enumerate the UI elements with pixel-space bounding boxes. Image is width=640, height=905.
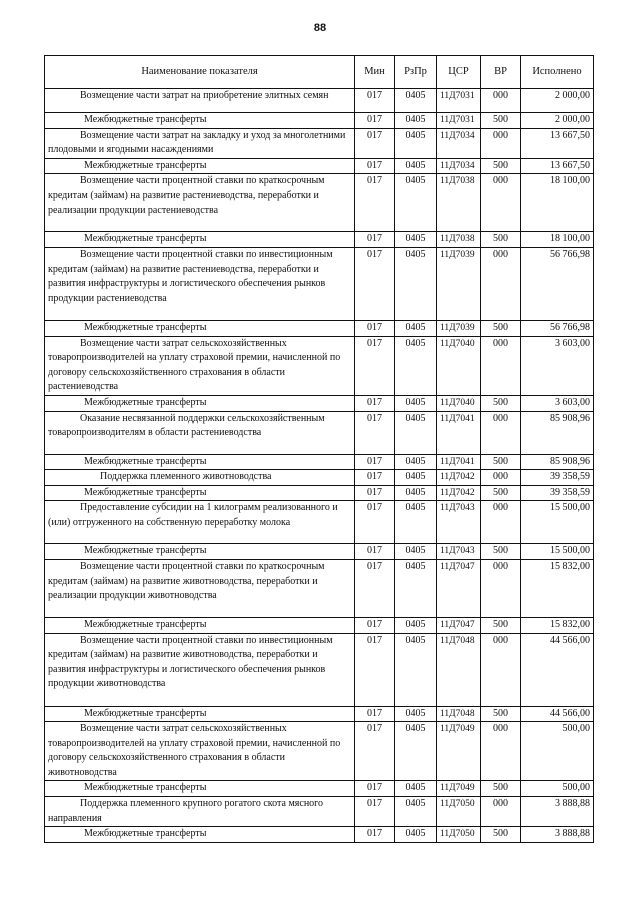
- row-vr: 500: [481, 781, 521, 797]
- row-rzpr: 0405: [395, 158, 437, 174]
- row-vr: 500: [481, 544, 521, 560]
- row-name-text: Возмещение части процентной ставки по краткосрочным кредитам (займам) на развитие животноводства, переработки и реализации продукции животноводства: [48, 560, 325, 602]
- header-name: Наименование показателя: [45, 56, 355, 89]
- row-rzpr: 0405: [395, 544, 437, 560]
- row-name-text: Межбюджетные трансферты: [84, 486, 207, 498]
- row-name: [45, 706, 355, 722]
- row-rzpr: 0405: [395, 633, 437, 706]
- row-rzpr: 0405: [395, 336, 437, 395]
- row-name-text: Межбюджетные трансферты: [84, 396, 207, 408]
- row-name: [45, 158, 355, 174]
- row-rzpr: 0405: [395, 89, 437, 113]
- row-name-text: Предоставление субсидии на 1 килограмм реализованного и (или) отгруженного на собственную переработку молока: [48, 502, 338, 528]
- row-name: [45, 247, 355, 320]
- row-vr: 500: [481, 706, 521, 722]
- row-name-text: Межбюджетные трансферты: [84, 233, 207, 245]
- row-name: [45, 395, 355, 411]
- row-rzpr: 0405: [395, 470, 437, 486]
- row-csr: 11Д7039: [437, 320, 481, 336]
- row-name: [45, 174, 355, 232]
- row-name: [45, 559, 355, 617]
- row-name-text: Возмещение части затрат сельскохозяйственных товаропроизводителей на уплату страховой премии, начисленной по договору сельскохозяйственного страхования в области животноводства: [48, 723, 341, 778]
- row-name-text: Возмещение части затрат сельскохозяйственных товаропроизводителей на уплату страховой премии, начисленной по договору сельскохозяйственного страхования в области растениеводства: [48, 337, 341, 393]
- row-min: 017: [355, 797, 395, 827]
- table-row: [45, 559, 594, 617]
- row-vr: 000: [481, 247, 521, 320]
- table-row: [45, 411, 594, 454]
- row-rzpr: 0405: [395, 320, 437, 336]
- table-row: [45, 454, 594, 470]
- row-min: 017: [355, 706, 395, 722]
- row-rzpr: 0405: [395, 232, 437, 248]
- row-name: [45, 827, 355, 843]
- row-name: [45, 722, 355, 781]
- row-sum: 44 566,00: [521, 706, 594, 722]
- table-row: [45, 128, 594, 158]
- row-sum: 15 500,00: [521, 501, 594, 544]
- row-name-text: Межбюджетные трансферты: [84, 114, 207, 125]
- row-csr: 11Д7048: [437, 706, 481, 722]
- row-csr: 11Д7031: [437, 113, 481, 129]
- row-name: [45, 797, 355, 827]
- row-sum: 85 908,96: [521, 411, 594, 454]
- row-rzpr: 0405: [395, 617, 437, 633]
- row-csr: 11Д7040: [437, 395, 481, 411]
- table-row: [45, 781, 594, 797]
- row-sum: 18 100,00: [521, 174, 594, 232]
- row-sum: 15 832,00: [521, 617, 594, 633]
- row-name: [45, 544, 355, 560]
- row-csr: 11Д7040: [437, 336, 481, 395]
- table-row: [45, 706, 594, 722]
- row-name: [45, 633, 355, 706]
- row-name: [45, 336, 355, 395]
- row-rzpr: 0405: [395, 113, 437, 129]
- row-name-text: Межбюджетные трансферты: [84, 707, 207, 719]
- row-min: 017: [355, 827, 395, 843]
- row-min: 017: [355, 470, 395, 486]
- row-vr: 500: [481, 113, 521, 129]
- row-min: 017: [355, 633, 395, 706]
- table-row: [45, 827, 594, 843]
- row-name-text: Поддержка племенного животноводства: [100, 471, 272, 483]
- table-row: [45, 470, 594, 486]
- row-name-text: Межбюджетные трансферты: [84, 321, 207, 333]
- row-min: 017: [355, 544, 395, 560]
- row-rzpr: 0405: [395, 247, 437, 320]
- row-min: 017: [355, 158, 395, 174]
- row-csr: 11Д7041: [437, 454, 481, 470]
- row-rzpr: 0405: [395, 827, 437, 843]
- table-row: [45, 617, 594, 633]
- row-min: 017: [355, 395, 395, 411]
- row-name: [45, 470, 355, 486]
- row-min: 017: [355, 113, 395, 129]
- row-sum: 2 000,00: [521, 89, 594, 113]
- header-min: Мин: [355, 56, 395, 89]
- budget-table: [44, 55, 594, 843]
- table-row: [45, 395, 594, 411]
- row-name: [45, 617, 355, 633]
- row-csr: 11Д7050: [437, 797, 481, 827]
- row-name-text: Возмещение части затрат на приобретение элитных семян: [80, 90, 329, 101]
- row-sum: 13 667,50: [521, 128, 594, 158]
- row-sum: 44 566,00: [521, 633, 594, 706]
- row-csr: 11Д7043: [437, 501, 481, 544]
- row-sum: 3 888,88: [521, 827, 594, 843]
- row-vr: 000: [481, 722, 521, 781]
- row-sum: 85 908,96: [521, 454, 594, 470]
- row-min: 017: [355, 336, 395, 395]
- row-sum: 15 500,00: [521, 544, 594, 560]
- row-rzpr: 0405: [395, 501, 437, 544]
- table-row: [45, 247, 594, 320]
- table-row: [45, 89, 594, 113]
- row-name-text: Межбюджетные трансферты: [84, 545, 207, 557]
- row-csr: 11Д7047: [437, 559, 481, 617]
- table-row: [45, 797, 594, 827]
- row-csr: 11Д7042: [437, 470, 481, 486]
- row-vr: 000: [481, 633, 521, 706]
- row-name-text: Возмещение части процентной ставки по краткосрочным кредитам (займам) на развитие растениеводства, переработки и реализации продукции растениеводства: [48, 175, 325, 216]
- table-row: [45, 113, 594, 129]
- row-sum: 13 667,50: [521, 158, 594, 174]
- row-name-text: Межбюджетные трансферты: [84, 782, 207, 794]
- row-rzpr: 0405: [395, 722, 437, 781]
- row-sum: 3 603,00: [521, 395, 594, 411]
- row-min: 017: [355, 454, 395, 470]
- row-csr: 11Д7049: [437, 722, 481, 781]
- row-vr: 500: [481, 395, 521, 411]
- row-name-text: Возмещение части процентной ставки по инвестиционным кредитам (займам) на развитие растениеводства, переработки и развития инфраструктуры и логистического обеспечения рынков продукции растениеводства: [48, 248, 333, 304]
- row-csr: 11Д7034: [437, 158, 481, 174]
- row-min: 017: [355, 128, 395, 158]
- row-rzpr: 0405: [395, 395, 437, 411]
- row-vr: 000: [481, 559, 521, 617]
- table-row: [45, 174, 594, 232]
- row-name-text: Межбюджетные трансферты: [84, 159, 207, 171]
- row-sum: 56 766,98: [521, 247, 594, 320]
- row-rzpr: 0405: [395, 485, 437, 501]
- header-vr: ВР: [481, 56, 521, 89]
- row-name-text: Возмещение части затрат на закладку и уход за многолетними плодовыми и ягодными насаждениями: [48, 129, 346, 156]
- row-vr: 500: [481, 232, 521, 248]
- row-min: 017: [355, 501, 395, 544]
- header-rzpr: РзПр: [395, 56, 437, 89]
- row-vr: 000: [481, 128, 521, 158]
- row-sum: 500,00: [521, 781, 594, 797]
- row-name: [45, 411, 355, 454]
- row-rzpr: 0405: [395, 411, 437, 454]
- row-rzpr: 0405: [395, 797, 437, 827]
- row-name: [45, 781, 355, 797]
- row-vr: 000: [481, 470, 521, 486]
- row-name: [45, 113, 355, 129]
- row-name: [45, 232, 355, 248]
- row-rzpr: 0405: [395, 781, 437, 797]
- page-number: 88: [313, 22, 327, 34]
- table-header-row: [45, 56, 594, 89]
- row-name-text: Межбюджетные трансферты: [84, 828, 207, 840]
- row-min: 017: [355, 247, 395, 320]
- row-sum: 3 603,00: [521, 336, 594, 395]
- row-sum: 2 000,00: [521, 113, 594, 129]
- row-sum: 18 100,00: [521, 232, 594, 248]
- row-rzpr: 0405: [395, 128, 437, 158]
- row-name-text: Поддержка племенного крупного рогатого скота мясного направления: [48, 798, 324, 824]
- row-csr: 11Д7047: [437, 617, 481, 633]
- row-csr: 11Д7041: [437, 411, 481, 454]
- row-csr: 11Д7048: [437, 633, 481, 706]
- row-min: 017: [355, 320, 395, 336]
- table-row: [45, 158, 594, 174]
- row-sum: 39 358,59: [521, 485, 594, 501]
- table-row: [45, 485, 594, 501]
- row-name-text: Оказание несвязанной поддержки сельскохозяйственным товаропроизводителям в области растениеводства: [48, 412, 325, 439]
- row-min: 017: [355, 781, 395, 797]
- row-min: 017: [355, 411, 395, 454]
- table-row: [45, 232, 594, 248]
- row-name: [45, 485, 355, 501]
- row-name: [45, 89, 355, 113]
- row-csr: 11Д7042: [437, 485, 481, 501]
- row-csr: 11Д7031: [437, 89, 481, 113]
- row-min: 017: [355, 559, 395, 617]
- row-csr: 11Д7038: [437, 174, 481, 232]
- row-rzpr: 0405: [395, 559, 437, 617]
- header-sum: Исполнено: [521, 56, 594, 89]
- row-vr: 500: [481, 454, 521, 470]
- row-name: [45, 454, 355, 470]
- row-min: 017: [355, 89, 395, 113]
- header-csr: ЦСР: [437, 56, 481, 89]
- row-vr: 500: [481, 158, 521, 174]
- row-vr: 000: [481, 174, 521, 232]
- row-vr: 000: [481, 411, 521, 454]
- row-vr: 000: [481, 89, 521, 113]
- row-min: 017: [355, 485, 395, 501]
- row-csr: 11Д7039: [437, 247, 481, 320]
- row-vr: 500: [481, 320, 521, 336]
- row-sum: 500,00: [521, 722, 594, 781]
- row-rzpr: 0405: [395, 706, 437, 722]
- row-csr: 11Д7034: [437, 128, 481, 158]
- row-name: [45, 501, 355, 544]
- table-row: [45, 633, 594, 706]
- table-row: [45, 544, 594, 560]
- table-row: [45, 320, 594, 336]
- row-rzpr: 0405: [395, 454, 437, 470]
- row-vr: 000: [481, 797, 521, 827]
- table-row: [45, 722, 594, 781]
- row-min: 017: [355, 722, 395, 781]
- row-rzpr: 0405: [395, 174, 437, 232]
- row-csr: 11Д7049: [437, 781, 481, 797]
- row-min: 017: [355, 232, 395, 248]
- row-vr: 500: [481, 617, 521, 633]
- row-csr: 11Д7038: [437, 232, 481, 248]
- row-name-text: Межбюджетные трансферты: [84, 618, 207, 630]
- row-name-text: Возмещение части процентной ставки по инвестиционным кредитам (займам) на развитие животноводства, переработки и развития инфраструктуры и логистического обеспечения рынков продукции животноводства: [48, 634, 333, 690]
- row-vr: 000: [481, 501, 521, 544]
- row-sum: 39 358,59: [521, 470, 594, 486]
- table-row: [45, 336, 594, 395]
- row-sum: 3 888,88: [521, 797, 594, 827]
- row-csr: 11Д7050: [437, 827, 481, 843]
- row-sum: 56 766,98: [521, 320, 594, 336]
- row-min: 017: [355, 174, 395, 232]
- row-name-text: Межбюджетные трансферты: [84, 455, 207, 467]
- row-vr: 500: [481, 485, 521, 501]
- row-csr: 11Д7043: [437, 544, 481, 560]
- row-name: [45, 128, 355, 158]
- row-vr: 500: [481, 827, 521, 843]
- row-sum: 15 832,00: [521, 559, 594, 617]
- table-row: [45, 501, 594, 544]
- row-vr: 000: [481, 336, 521, 395]
- row-name: [45, 320, 355, 336]
- row-min: 017: [355, 617, 395, 633]
